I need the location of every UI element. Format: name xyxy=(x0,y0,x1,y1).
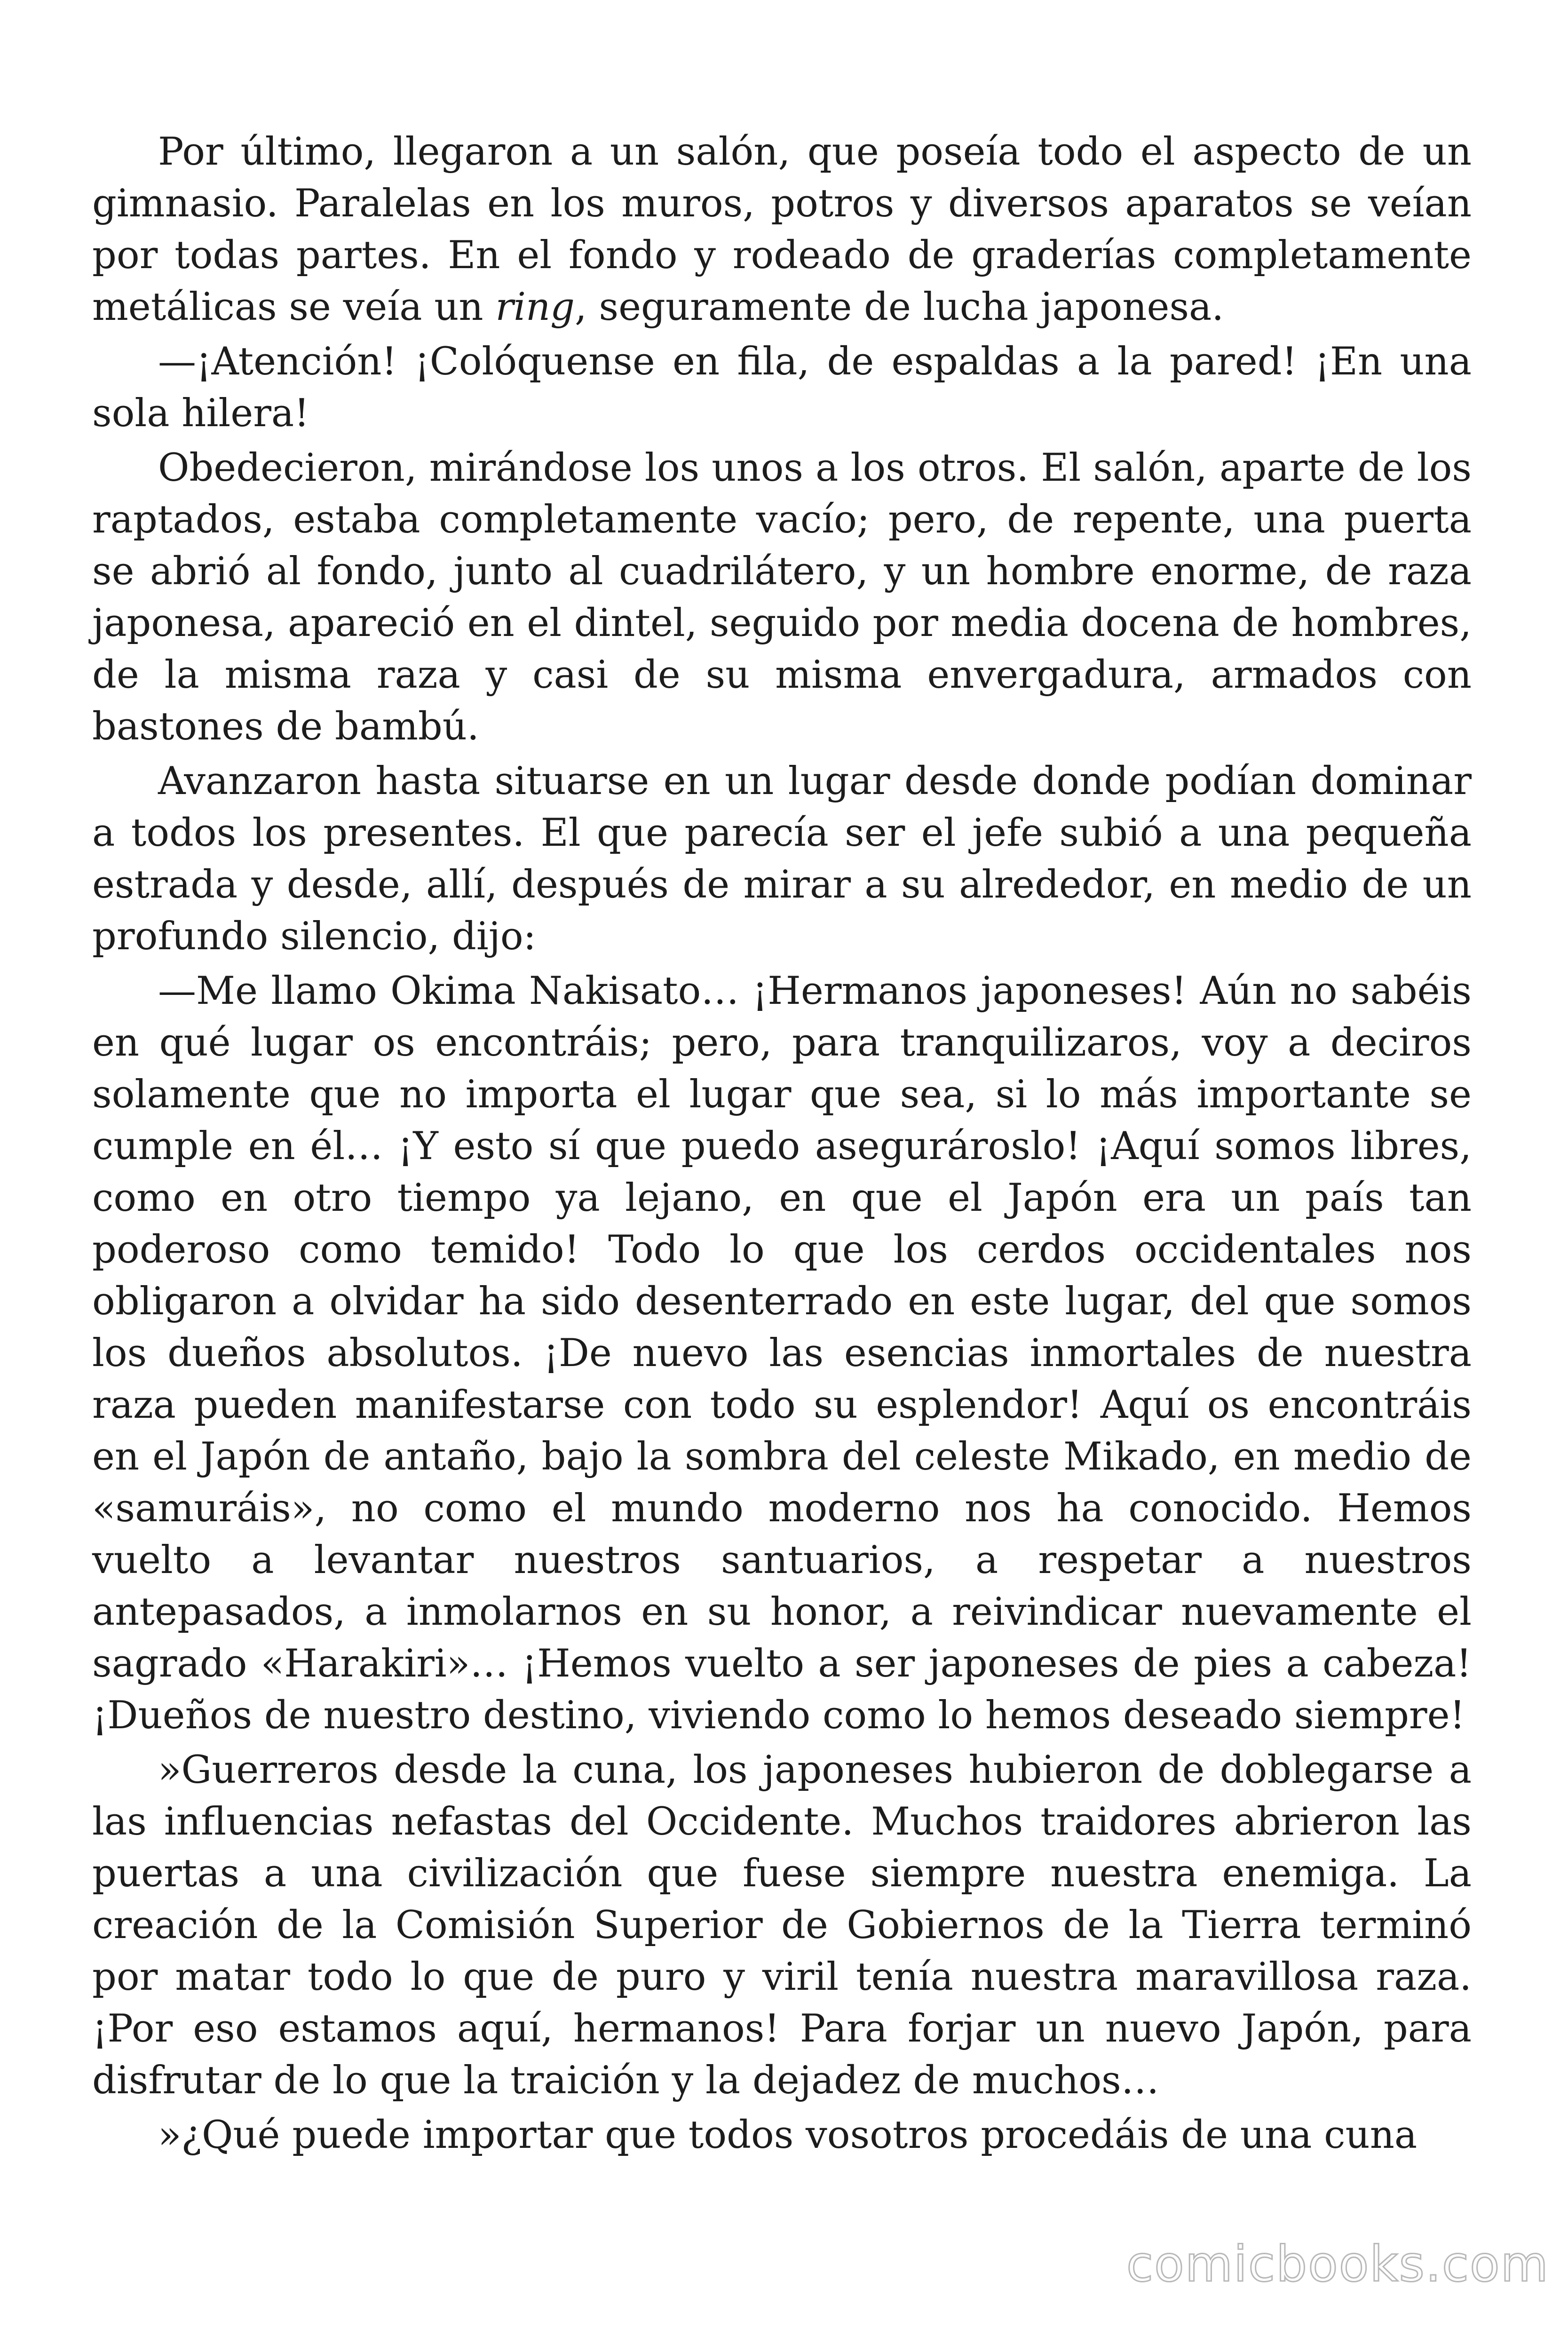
book-page xyxy=(92,126,1472,2161)
paragraph-2: —¡Atención! ¡Colóquense en fila, de espaldas a la pared! ¡En una sola hilera! xyxy=(92,340,1472,436)
watermark: comicbooks.com xyxy=(1126,2235,1549,2293)
paragraph-1-text-before: Por último, llegaron a un salón, que poseía todo el aspecto de un gimnasio. Paralelas en los muros, potros y diversos aparatos se veían por todas partes. En el fondo y rodeado de graderías completamente metálicas se veía un xyxy=(92,130,1472,329)
paragraph-1-text-after: , seguramente de lucha japonesa. xyxy=(575,285,1224,329)
paragraph-7: »¿Qué puede importar que todos vosotros procedáis de una cuna xyxy=(158,2113,1418,2157)
paragraph-5: —Me llamo Okima Nakisato… ¡Hermanos japoneses! Aún no sabéis en qué lugar os encontráis; pero, para tranquilizaros, voy a deciros solamente que no importa el lugar que sea, si lo más importante se cumple en él… ¡Y esto sí que puedo asegurároslo! ¡Aquí somos libres, como en otro tiempo ya lejano, en que el Japón era un país tan poderoso como temido! Todo lo que los cerdos occidentales nos obligaron a olvidar ha sido desenterrado en este lugar, del que somos los dueños absolutos. ¡De nuevo las esencias inmortales de nuestra raza pueden manifestarse con todo su esplendor! Aquí os encontráis en el Japón de antaño, bajo la sombra del celeste Mikado, en medio de «samuráis», no como el mundo moderno nos ha conocido. Hemos vuelto a levantar nuestros santuarios, a respetar a nuestros antepasados, a inmolarnos en su honor, a reivindicar nuevamente el sagrado «Harakiri»… ¡Hemos vuelto a ser japoneses de pies a cabeza! ¡Dueños de nuestro destino, viviendo como lo hemos deseado siempre! xyxy=(92,969,1472,1738)
paragraph-3: Obedecieron, mirándose los unos a los otros. El salón, aparte de los raptados, estaba completamente vacío; pero, de repente, una puerta se abrió al fondo, junto al cuadrilátero, y un hombre enorme, de raza japonesa, apareció en el dintel, seguido por media docena de hombres, de la misma raza y casi de su misma envergadura, armados con bastones de bambú. xyxy=(92,446,1472,749)
paragraph-1 xyxy=(92,126,1472,333)
italic-word-ring: ring xyxy=(495,285,575,329)
paragraph-6: »Guerreros desde la cuna, los japoneses hubieron de doblegarse a las influencias nefastas del Occidente. Muchos traidores abrieron las puertas a una civilización que fuese siempre nuestra enemiga. La creación de la Comisión Superior de Gobiernos de la Tierra terminó por matar todo lo que de puro y viril tenía nuestra maravillosa raza. ¡Por eso estamos aquí, hermanos! Para forjar un nuevo Japón, para disfrutar de lo que la traición y la dejadez de muchos… xyxy=(92,1748,1472,2103)
paragraph-4: Avanzaron hasta situarse en un lugar desde donde podían dominar a todos los presentes. El que parecía ser el jefe subió a una pequeña estrada y desde, allí, después de mirar a su alrededor, en medio de un profundo silencio, dijo: xyxy=(92,759,1472,959)
